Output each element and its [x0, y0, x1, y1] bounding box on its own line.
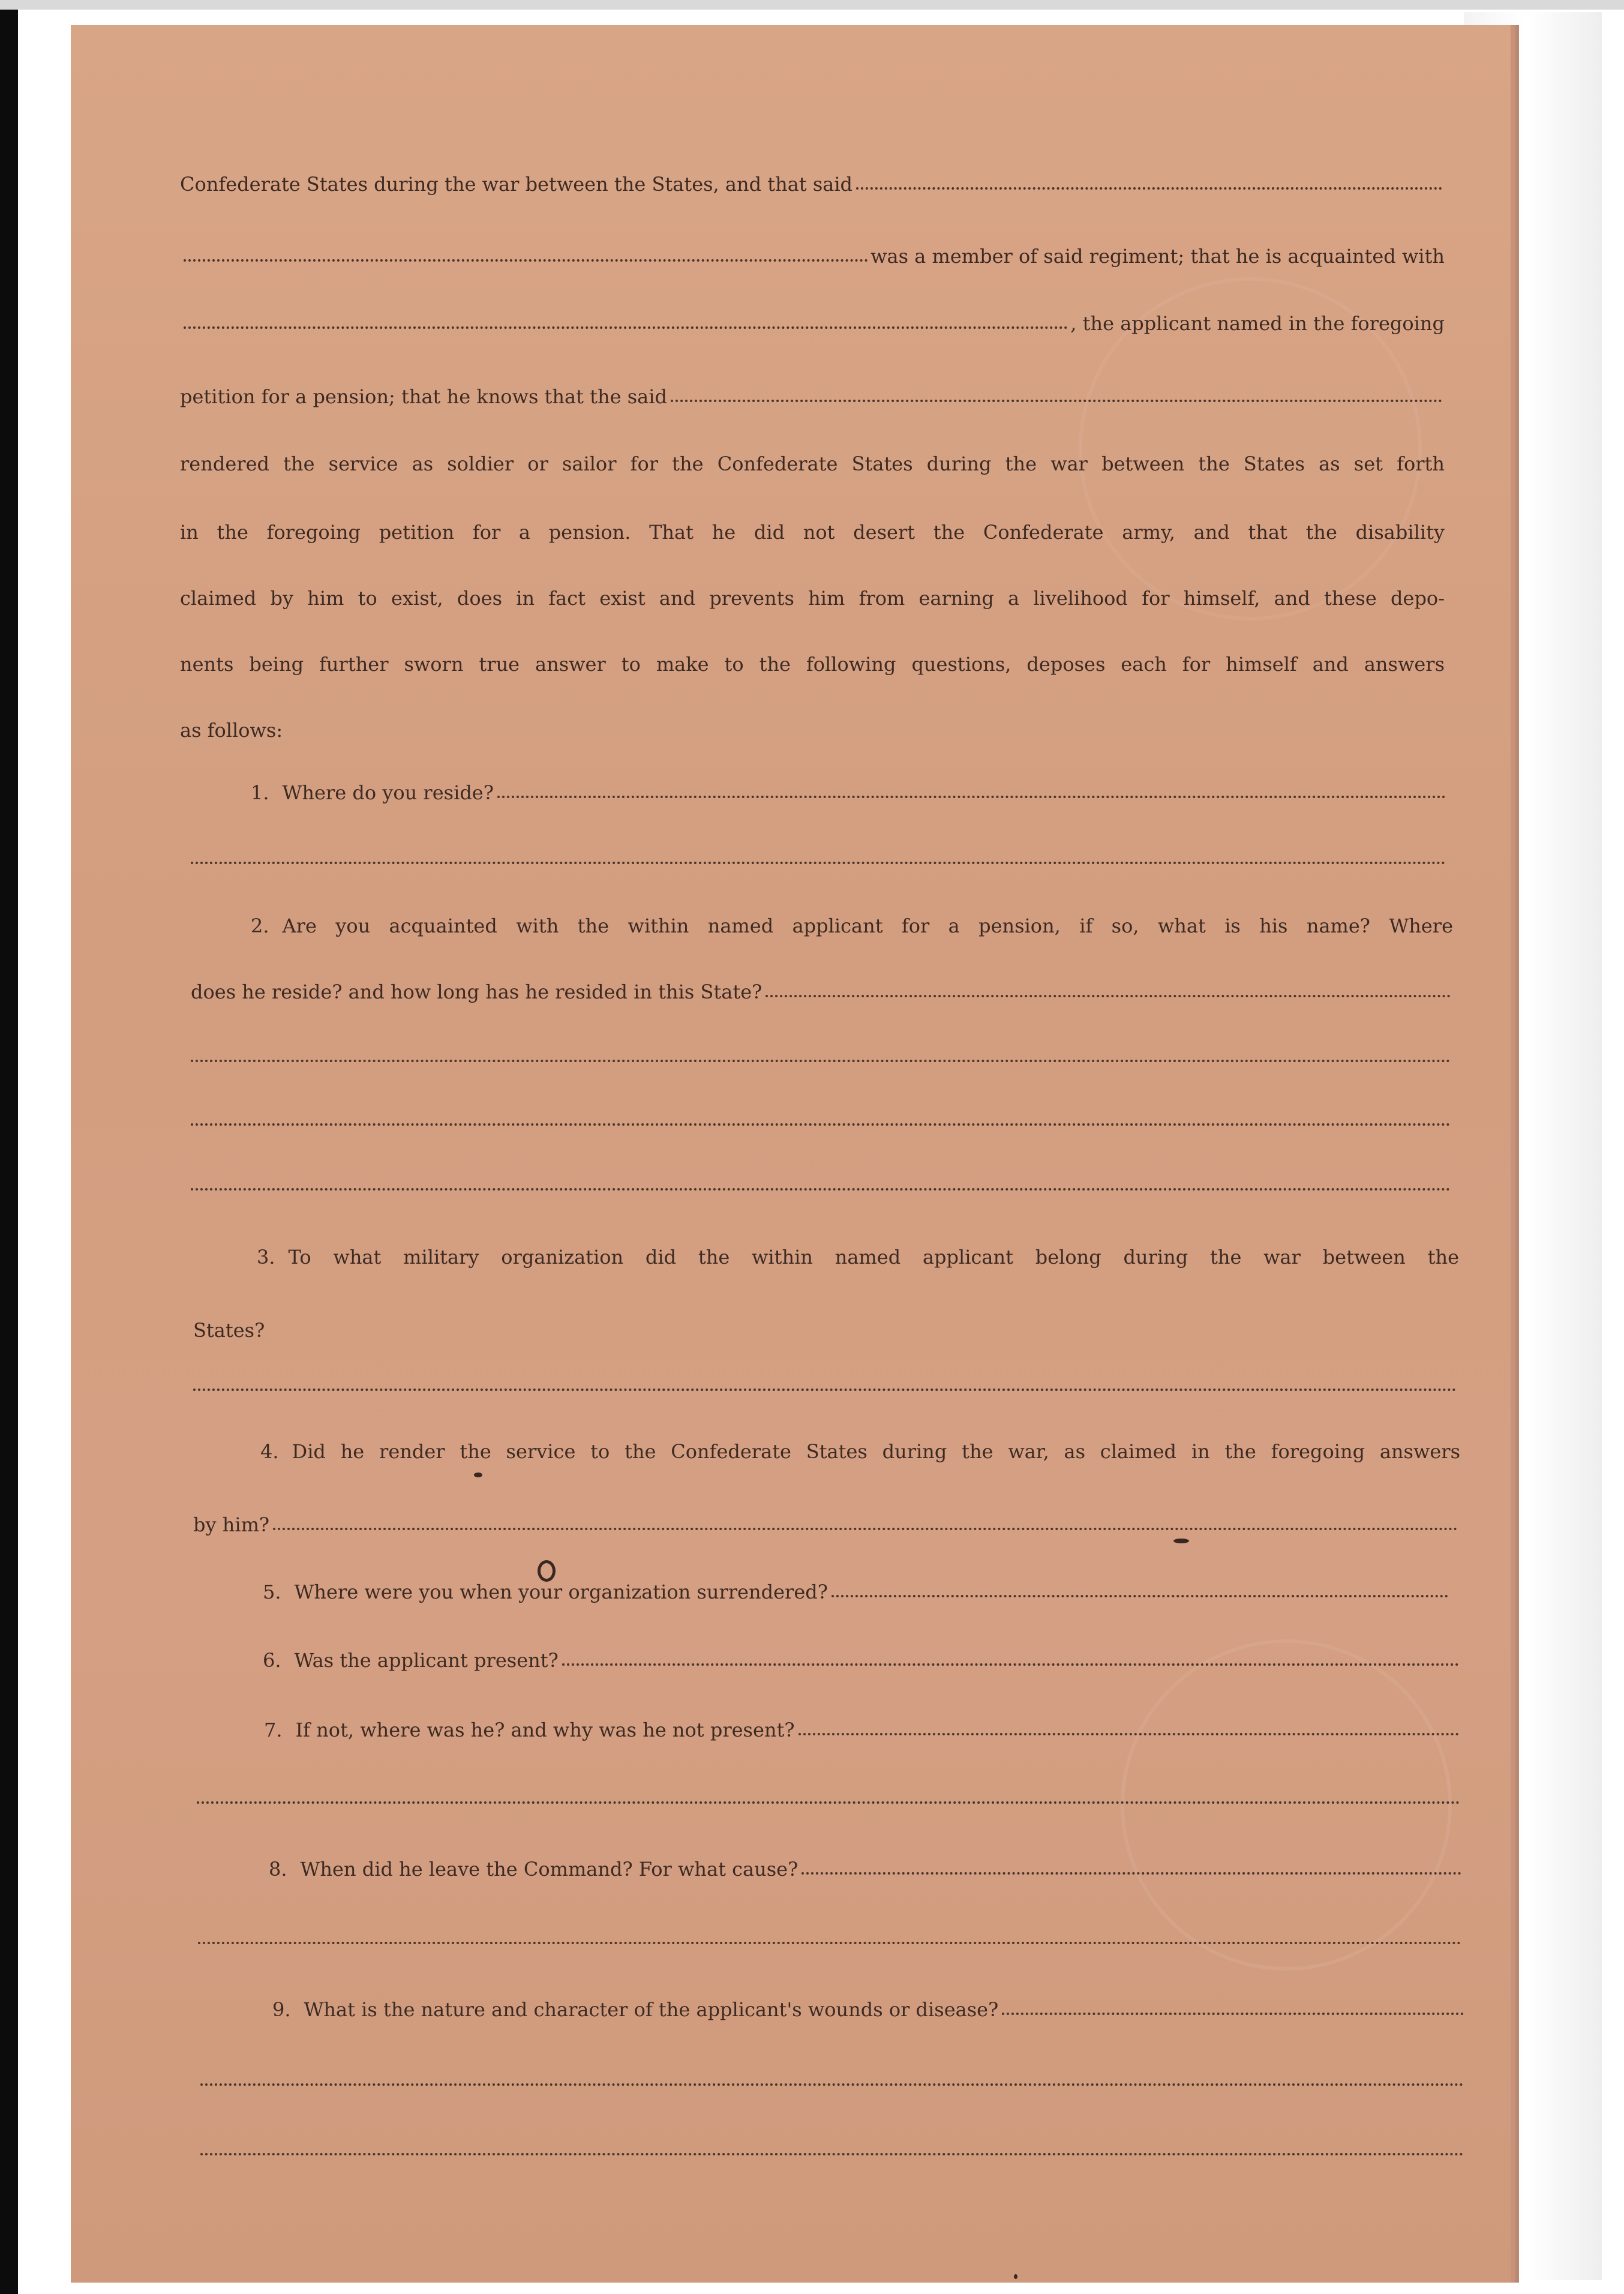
intro-line-2: was a member of said regiment; that he is acquainted with [180, 239, 1445, 268]
answer-line [200, 2063, 1466, 2092]
question-text: does he reside? and how long has he resided in this State? [191, 980, 763, 1003]
question-2 [251, 908, 1453, 937]
answer-field[interactable] [799, 1733, 1459, 1735]
answer-field[interactable] [191, 1188, 1451, 1191]
intro-line-3: , the applicant named in the foregoing [180, 306, 1445, 335]
question-2-continued [191, 974, 1453, 1003]
question-6 [263, 1643, 1461, 1672]
question-1 [251, 775, 1448, 804]
question-text: When did he leave the Command? For what cause? [300, 1858, 799, 1881]
answer-field[interactable] [802, 1872, 1461, 1875]
question-8 [269, 1852, 1464, 1881]
question-number: 4. [260, 1440, 279, 1463]
question-number: 2. [251, 914, 269, 937]
question-4-continued [193, 1507, 1460, 1536]
scan-left-edge [0, 10, 18, 2294]
question-3 [257, 1240, 1459, 1269]
answer-field[interactable] [831, 1595, 1448, 1597]
question-3-continued [193, 1313, 1459, 1342]
answer-line [191, 841, 1448, 870]
intro-line-6: in the foregoing petition for a pension. That he did not desert the Confederate army, and that the disability [180, 521, 1445, 544]
question-text: Was the applicant present? [294, 1649, 559, 1672]
question-number: 3. [257, 1246, 275, 1269]
question-4 [260, 1434, 1460, 1463]
answer-line [191, 1103, 1453, 1132]
intro-line-7: claimed by him to exist, does in fact exist and prevents him from earning a livelihood for himself, and these depo- [180, 587, 1445, 610]
answer-field[interactable] [1002, 2013, 1464, 2015]
blank-field[interactable] [856, 187, 1442, 190]
blank-field[interactable] [671, 400, 1442, 402]
answer-field[interactable] [766, 995, 1451, 997]
scan-top-edge [0, 0, 1624, 10]
pension-affidavit-page [71, 25, 1511, 2283]
intro-line-5: rendered the service as soldier or sailor for the Confederate States during the war between the States as set forth [180, 452, 1445, 475]
answer-field[interactable] [191, 1123, 1451, 1126]
question-number: 6. [263, 1649, 281, 1672]
intro-line-8: nents being further sworn true answer to make to the following questions, deposes each for himself and answers [180, 653, 1445, 676]
answer-field[interactable] [497, 796, 1446, 798]
question-9 [272, 1992, 1466, 2021]
question-text: Did he render the service to the Confederate States during the war, as claimed in the foregoing answers [292, 1440, 1460, 1463]
answer-field[interactable] [200, 2153, 1464, 2155]
answer-field[interactable] [197, 1801, 1460, 1804]
intro-line-9: as follows: [180, 719, 283, 742]
blank-field[interactable] [184, 326, 1068, 329]
question-text: States? [193, 1319, 265, 1342]
question-number: 7. [264, 1719, 283, 1741]
answer-line [197, 1781, 1463, 1810]
question-text: Are you acquainted with the within named applicant for a pension, if so, what is his name? Where [282, 914, 1453, 937]
question-text: by him? [193, 1513, 270, 1536]
question-text: What is the nature and character of the applicant's wounds or disease? [304, 1998, 999, 2021]
ink-speck [474, 1473, 482, 1477]
answer-field[interactable] [562, 1663, 1459, 1666]
question-number: 5. [263, 1581, 281, 1603]
answer-field[interactable] [193, 1389, 1457, 1391]
answer-field[interactable] [198, 1942, 1461, 1944]
answer-line [191, 1168, 1453, 1197]
answer-line [198, 1921, 1464, 1950]
question-text: If not, where was he? and why was he not present? [295, 1719, 795, 1741]
answer-line [193, 1368, 1459, 1397]
question-text: Where were you when your organization surrendered? [294, 1581, 828, 1603]
ink-blot [538, 1560, 556, 1582]
question-5 [263, 1575, 1451, 1603]
question-number: 9. [272, 1998, 291, 2021]
intro-line-4: petition for a pension; that he knows that the said [180, 379, 1445, 408]
intro-line-1: Confederate States during the war between the States, and that said [180, 167, 1445, 196]
answer-field[interactable] [191, 1060, 1451, 1062]
answer-line [200, 2133, 1466, 2161]
ink-speck [1173, 1539, 1189, 1543]
answer-field[interactable] [191, 862, 1446, 864]
question-text: To what military organization did the within named applicant belong during the war between the [288, 1246, 1459, 1269]
answer-field[interactable] [200, 2083, 1464, 2086]
blank-field[interactable] [184, 259, 868, 262]
question-7 [264, 1713, 1461, 1741]
question-number: 1. [251, 781, 269, 804]
answer-line [191, 1039, 1453, 1068]
ink-speck [1014, 2274, 1017, 2279]
question-text: Where do you reside? [282, 781, 494, 804]
answer-field[interactable] [273, 1528, 1458, 1530]
question-number: 8. [269, 1858, 287, 1881]
